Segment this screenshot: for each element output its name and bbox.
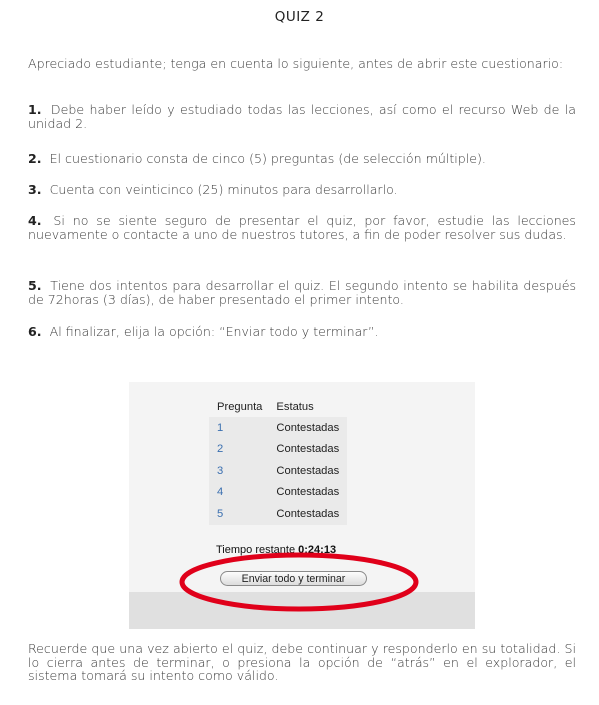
- question-number[interactable]: 2: [217, 443, 224, 456]
- column-header-status: Estatus: [276, 400, 314, 413]
- item-text: Tiene dos intentos para desarrollar el quiz. El segundo intento se habilita después de 72horas (3 días), de haber presentado el primer intento.: [28, 278, 577, 307]
- item-text: Al finalizar, elija la opción: “Enviar todo y terminar”.: [49, 324, 379, 339]
- instruction-item-2: [28, 152, 576, 166]
- question-number[interactable]: 4: [217, 486, 224, 499]
- item-number: 1.: [28, 102, 42, 117]
- instruction-item-4: [28, 214, 576, 241]
- question-status-table: [209, 396, 347, 525]
- item-number: 2.: [28, 151, 42, 166]
- question-status: Contestadas: [276, 421, 340, 434]
- table-row: [209, 503, 347, 525]
- question-number[interactable]: 1: [217, 421, 224, 434]
- table-row: [209, 460, 347, 482]
- item-number: 6.: [28, 324, 42, 339]
- item-text: El cuestionario consta de cinco (5) preguntas (de selección múltiple).: [49, 151, 486, 166]
- closing-paragraph: Recuerde que una vez abierto el quiz, debe continuar y responderlo en su totalidad. Si lo cierra antes de terminar, o presiona la opción de “atrás” en el explorador, el sistema tomará su intento como válido.: [28, 641, 576, 684]
- item-text: Si no se siente seguro de presentar el quiz, por favor, estudie las lecciones nuevamente o contacte a uno de nuestros tutores, a fin de poder resolver sus dudas.: [28, 213, 576, 242]
- question-status: Contestadas: [276, 507, 340, 520]
- instruction-item-6: [28, 325, 576, 339]
- question-status: Contestadas: [276, 486, 340, 499]
- timer-value: 0:24:13: [298, 544, 337, 556]
- question-number[interactable]: 5: [217, 507, 224, 520]
- instruction-item-5: [28, 279, 576, 306]
- table-row: [209, 439, 347, 461]
- question-status: Contestadas: [276, 443, 340, 456]
- item-text: Debe haber leído y estudiado todas las lecciones, así como el recurso Web de la unidad 2.: [28, 102, 576, 131]
- table-row: [209, 417, 347, 439]
- item-number: 5.: [28, 278, 42, 293]
- column-header-question: Pregunta: [217, 400, 263, 413]
- timer-label: Tiempo restante: [216, 544, 296, 556]
- item-number: 4.: [28, 213, 42, 228]
- page-title: QUIZ 2: [274, 9, 325, 25]
- instruction-item-3: [28, 183, 576, 197]
- submit-all-button[interactable]: Enviar todo y terminar: [220, 571, 367, 586]
- question-status: Contestadas: [276, 464, 340, 477]
- instruction-item-1: [28, 103, 576, 130]
- item-number: 3.: [28, 182, 42, 197]
- item-text: Cuenta con veinticinco (25) minutos para desarrollarlo.: [49, 182, 398, 197]
- highlight-ellipse: [178, 551, 420, 615]
- highlight-ellipse-stroke: [182, 555, 416, 609]
- table-row: [209, 482, 347, 504]
- question-number[interactable]: 3: [217, 464, 224, 477]
- intro-paragraph: Apreciado estudiante; tenga en cuenta lo siguiente, antes de abrir este cuestionario:: [28, 56, 564, 71]
